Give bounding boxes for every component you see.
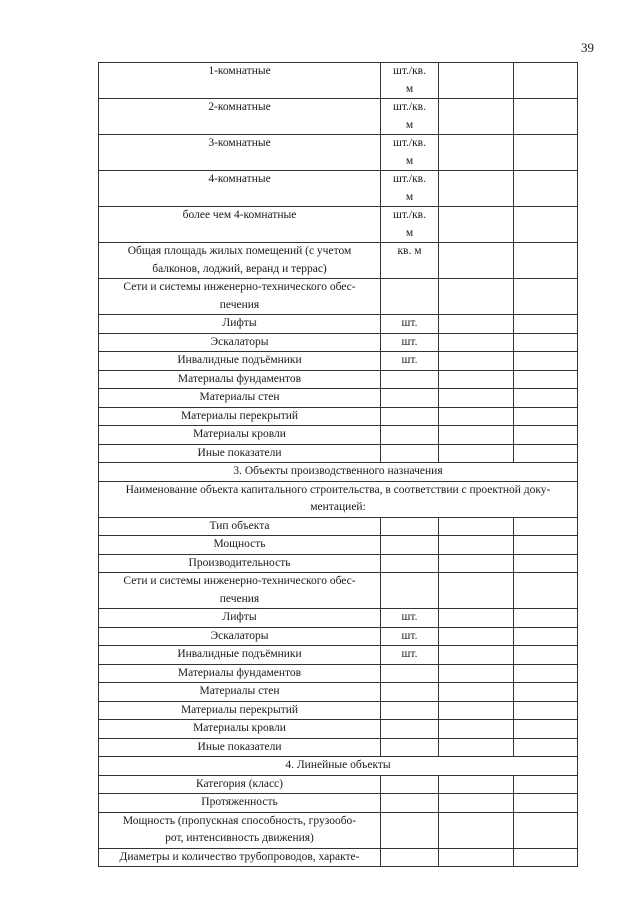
value-cell xyxy=(514,794,578,813)
indicator-name: 2-комнатные xyxy=(99,99,381,135)
value-cell xyxy=(439,701,514,720)
value-cell xyxy=(514,279,578,315)
indicator-name: Материалы фундаментов xyxy=(99,664,381,683)
value-cell xyxy=(439,646,514,665)
unit-cell: шт./кв. м xyxy=(381,207,439,243)
unit-cell xyxy=(381,279,439,315)
indicator-name: Эскалаторы xyxy=(99,333,381,352)
table-row xyxy=(99,573,578,609)
table-row xyxy=(99,63,578,99)
indicator-name: Материалы кровли xyxy=(99,720,381,739)
table-row xyxy=(99,720,578,739)
unit-cell xyxy=(381,426,439,445)
table-row xyxy=(99,701,578,720)
indicator-name: Сети и системы инженерно-технического обес- печения xyxy=(99,573,381,609)
value-cell xyxy=(439,664,514,683)
unit-cell xyxy=(381,407,439,426)
indicator-name: 4-комнатные xyxy=(99,171,381,207)
indicator-name: Категория (класс) xyxy=(99,775,381,794)
value-cell xyxy=(439,407,514,426)
value-cell xyxy=(439,63,514,99)
value-cell xyxy=(439,333,514,352)
value-cell xyxy=(514,370,578,389)
indicator-name: Инвалидные подъёмники xyxy=(99,352,381,371)
value-cell xyxy=(439,243,514,279)
value-cell xyxy=(514,720,578,739)
unit-cell: шт./кв. м xyxy=(381,63,439,99)
value-cell xyxy=(439,279,514,315)
table-row xyxy=(99,646,578,665)
table-row xyxy=(99,279,578,315)
unit-cell: кв. м xyxy=(381,243,439,279)
value-cell xyxy=(514,207,578,243)
value-cell xyxy=(514,573,578,609)
value-cell xyxy=(439,315,514,334)
indicator-name: Иные показатели xyxy=(99,444,381,463)
value-cell xyxy=(514,315,578,334)
value-cell xyxy=(514,63,578,99)
indicator-name: Материалы стен xyxy=(99,389,381,408)
indicator-name: Материалы перекрытий xyxy=(99,701,381,720)
unit-cell: шт./кв. м xyxy=(381,99,439,135)
unit-cell: шт. xyxy=(381,609,439,628)
value-cell xyxy=(439,775,514,794)
value-cell xyxy=(439,812,514,848)
indicator-name: Протяженность xyxy=(99,794,381,813)
unit-cell: шт./кв. м xyxy=(381,171,439,207)
indicator-name: 3-комнатные xyxy=(99,135,381,171)
unit-cell: шт. xyxy=(381,627,439,646)
table-row xyxy=(99,812,578,848)
value-cell xyxy=(514,517,578,536)
unit-cell xyxy=(381,848,439,867)
unit-cell xyxy=(381,573,439,609)
value-cell xyxy=(514,554,578,573)
value-cell xyxy=(514,407,578,426)
table-row xyxy=(99,775,578,794)
value-cell xyxy=(514,352,578,371)
value-cell xyxy=(514,664,578,683)
table-row xyxy=(99,609,578,628)
indicator-name: 1-комнатные xyxy=(99,63,381,99)
value-cell xyxy=(439,848,514,867)
indicator-name: Диаметры и количество трубопроводов, характе- xyxy=(99,848,381,867)
table-row xyxy=(99,664,578,683)
table-row xyxy=(99,407,578,426)
value-cell xyxy=(439,573,514,609)
value-cell xyxy=(439,794,514,813)
table-row xyxy=(99,99,578,135)
section-heading: 4. Линейные объекты xyxy=(99,757,578,776)
value-cell xyxy=(514,389,578,408)
value-cell xyxy=(514,99,578,135)
value-cell xyxy=(439,99,514,135)
value-cell xyxy=(514,701,578,720)
indicator-name: Инвалидные подъёмники xyxy=(99,646,381,665)
table-row xyxy=(99,848,578,867)
value-cell xyxy=(439,171,514,207)
indicator-name: Общая площадь жилых помещений (с учетом балконов, лоджий, веранд и террас) xyxy=(99,243,381,279)
indicator-name: Тип объекта xyxy=(99,517,381,536)
table-row xyxy=(99,683,578,702)
table-row xyxy=(99,370,578,389)
value-cell xyxy=(514,646,578,665)
unit-cell xyxy=(381,683,439,702)
unit-cell xyxy=(381,738,439,757)
value-cell xyxy=(514,848,578,867)
unit-cell: шт. xyxy=(381,333,439,352)
indicator-name: Материалы перекрытий xyxy=(99,407,381,426)
value-cell xyxy=(514,738,578,757)
unit-cell: шт. xyxy=(381,352,439,371)
indicator-name: Лифты xyxy=(99,609,381,628)
unit-cell xyxy=(381,554,439,573)
value-cell xyxy=(439,536,514,555)
unit-cell xyxy=(381,664,439,683)
table-row xyxy=(99,135,578,171)
table-row xyxy=(99,554,578,573)
value-cell xyxy=(514,333,578,352)
unit-cell xyxy=(381,812,439,848)
unit-cell: шт. xyxy=(381,315,439,334)
value-cell xyxy=(514,444,578,463)
section-row xyxy=(99,481,578,517)
value-cell xyxy=(514,683,578,702)
indicator-name: Мощность xyxy=(99,536,381,555)
unit-cell xyxy=(381,444,439,463)
value-cell xyxy=(514,812,578,848)
table-row xyxy=(99,315,578,334)
value-cell xyxy=(439,738,514,757)
value-cell xyxy=(439,352,514,371)
table-row xyxy=(99,738,578,757)
page-number: 39 xyxy=(581,40,594,55)
value-cell xyxy=(439,627,514,646)
unit-cell xyxy=(381,720,439,739)
value-cell xyxy=(439,554,514,573)
unit-cell xyxy=(381,517,439,536)
value-cell xyxy=(514,426,578,445)
value-cell xyxy=(514,171,578,207)
table-row xyxy=(99,207,578,243)
indicator-name: Производительность xyxy=(99,554,381,573)
unit-cell xyxy=(381,370,439,389)
value-cell xyxy=(514,627,578,646)
value-cell xyxy=(514,536,578,555)
unit-cell xyxy=(381,389,439,408)
indicator-name: Мощность (пропускная способность, грузообо- рот, интенсивность движения) xyxy=(99,812,381,848)
value-cell xyxy=(439,609,514,628)
value-cell xyxy=(439,517,514,536)
table-row xyxy=(99,794,578,813)
value-cell xyxy=(439,370,514,389)
unit-cell: шт./кв. м xyxy=(381,135,439,171)
table-row xyxy=(99,426,578,445)
section-heading: 3. Объекты производственного назначения xyxy=(99,463,578,482)
table-row xyxy=(99,389,578,408)
table-row xyxy=(99,444,578,463)
value-cell xyxy=(439,135,514,171)
indicator-name: Иные показатели xyxy=(99,738,381,757)
value-cell xyxy=(514,775,578,794)
value-cell xyxy=(439,426,514,445)
value-cell xyxy=(514,609,578,628)
value-cell xyxy=(514,135,578,171)
value-cell xyxy=(514,243,578,279)
indicator-name: Сети и системы инженерно-технического обес- печения xyxy=(99,279,381,315)
unit-cell xyxy=(381,536,439,555)
section-row xyxy=(99,757,578,776)
indicator-name: Материалы кровли xyxy=(99,426,381,445)
value-cell xyxy=(439,720,514,739)
value-cell xyxy=(439,444,514,463)
table-row xyxy=(99,352,578,371)
document-table xyxy=(98,62,578,867)
section-heading: Наименование объекта капитального строительства, в соответствии с проектной доку- ментацией: xyxy=(99,481,578,517)
table-row xyxy=(99,517,578,536)
table-row xyxy=(99,333,578,352)
unit-cell xyxy=(381,775,439,794)
unit-cell xyxy=(381,701,439,720)
indicator-name: более чем 4-комнатные xyxy=(99,207,381,243)
indicator-name: Эскалаторы xyxy=(99,627,381,646)
unit-cell: шт. xyxy=(381,646,439,665)
table-row xyxy=(99,536,578,555)
table-row xyxy=(99,171,578,207)
section-row xyxy=(99,463,578,482)
table-row xyxy=(99,243,578,279)
unit-cell xyxy=(381,794,439,813)
value-cell xyxy=(439,207,514,243)
indicator-name: Лифты xyxy=(99,315,381,334)
value-cell xyxy=(439,683,514,702)
indicator-name: Материалы стен xyxy=(99,683,381,702)
indicator-name: Материалы фундаментов xyxy=(99,370,381,389)
value-cell xyxy=(439,389,514,408)
table-row xyxy=(99,627,578,646)
